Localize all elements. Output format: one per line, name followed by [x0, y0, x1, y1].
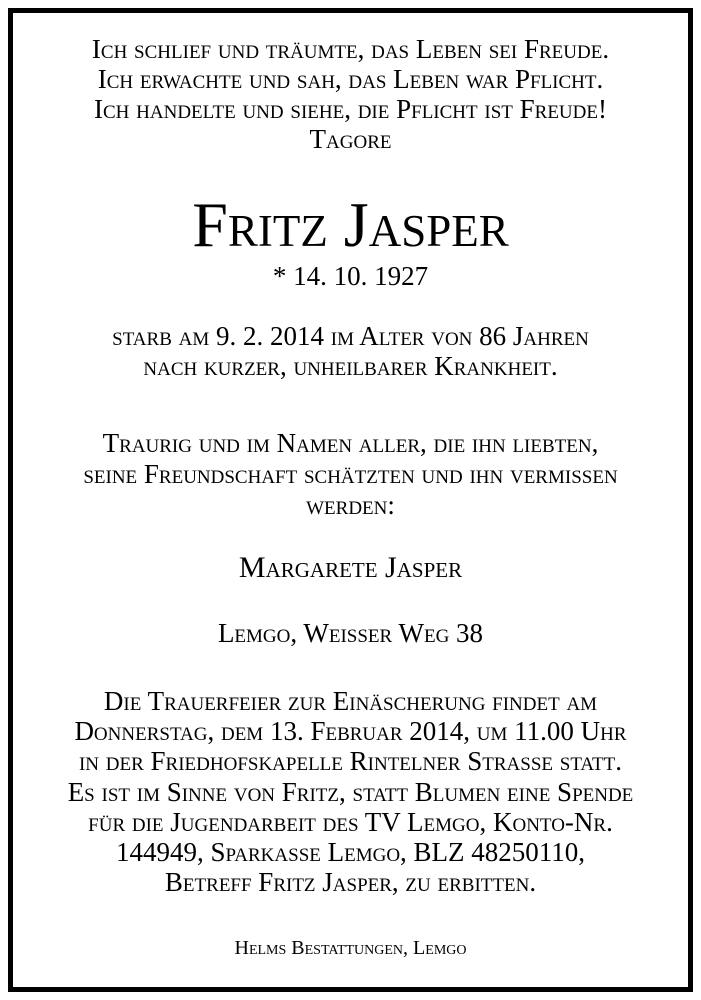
death-notice-line: nach kurzer, unheilbarer Krankheit.: [143, 351, 558, 381]
signer-name: Margarete Jasper: [238, 551, 463, 584]
death-notice-line: starb am 9. 2. 2014 im Alter von 86 Jahren: [112, 321, 589, 351]
ceremony-line: Die Trauerfeier zur Einäscherung findet am: [103, 686, 598, 716]
ceremony-line: Es ist im Sinne von Fritz, statt Blumen eine Spende: [67, 777, 634, 807]
quote-line: Ich erwachte und sah, das Leben war Pflicht.: [97, 64, 604, 94]
ceremony-line: für die Jugendarbeit des TV Lemgo, Konto-Nr.: [88, 807, 613, 837]
funeral-home: Helms Bestattungen, Lemgo: [234, 937, 467, 959]
deceased-name: Fritz Jasper: [192, 189, 509, 260]
mourners-intro-line: werden:: [306, 490, 395, 520]
birth-date: * 14. 10. 1927: [272, 261, 429, 291]
ceremony-line: Donnerstag, dem 13. Februar 2014, um 11.00 Uhr: [74, 716, 627, 746]
mourners-intro-line: Traurig und im Namen aller, die ihn liebten,: [102, 428, 599, 458]
signer-address: Lemgo, Weisser Weg 38: [217, 618, 484, 648]
quote-line: Ich schlief und träumte, das Leben sei Freude.: [91, 34, 610, 64]
ceremony-line: Betreff Fritz Jasper, zu erbitten.: [164, 867, 537, 897]
ceremony-line: in der Friedhofskapelle Rintelner Strasse statt.: [78, 746, 622, 776]
quote-line: Ich handelte und siehe, die Pflicht ist Freude!: [94, 94, 607, 124]
ceremony-line: 144949, Sparkasse Lemgo, BLZ 48250110,: [115, 837, 586, 867]
quote-author: Tagore: [309, 124, 392, 154]
mourners-intro-line: seine Freundschaft schätzten und ihn vermissen: [83, 459, 618, 489]
